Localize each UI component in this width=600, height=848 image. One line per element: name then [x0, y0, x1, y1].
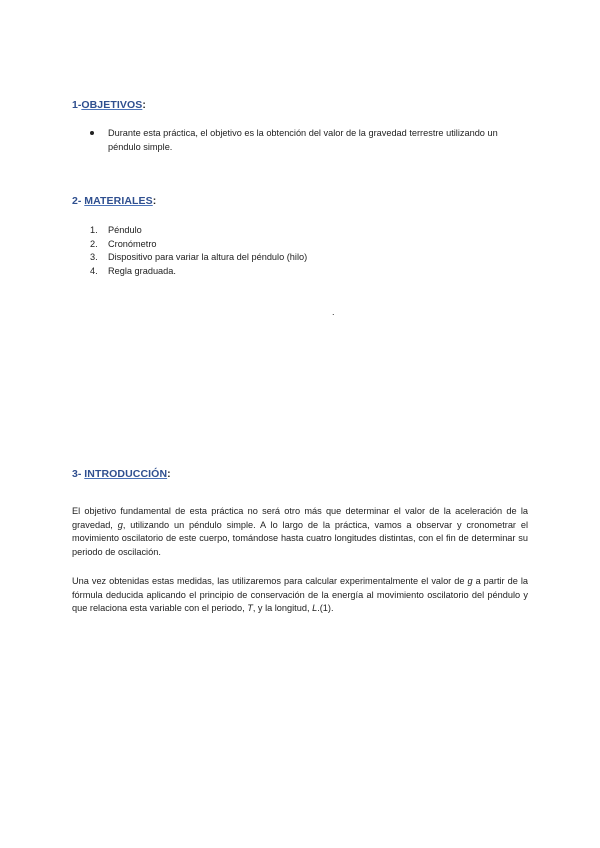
list-item	[90, 251, 307, 265]
material-text: Regla graduada.	[108, 265, 176, 276]
list-item	[90, 224, 307, 238]
text-run: a partir de la fórmula deducida aplicando el principio de conservación de la energía al movimiento oscilatorio del péndulo y que relaciona esta variable con el periodo,	[72, 576, 528, 614]
heading-materiales	[72, 195, 156, 207]
text-run: , utilizando un péndulo simple. A lo largo de la práctica, vamos a observar y cronometrar el movimiento oscilatorio de este cuerpo, tomándose hasta cuatro longitudes distintas, con el fin de determinar su periodo de oscilación.	[72, 519, 529, 557]
heading-colon: :	[152, 195, 157, 207]
heading-colon: :	[167, 468, 171, 480]
objetivos-list	[90, 127, 510, 154]
variable-L: L	[312, 603, 318, 614]
materiales-list	[90, 224, 307, 278]
list-index: 3.	[90, 252, 98, 263]
variable-g: g	[467, 576, 473, 586]
heading-objetivos	[72, 99, 146, 111]
objetivo-text: Durante esta práctica, el objetivo es la obtención del valor de la gravedad terrestre utilizando un péndulo simple.	[108, 128, 498, 152]
list-index: 4.	[90, 265, 98, 276]
heading-colon: :	[142, 99, 146, 111]
text-run: .(1).	[317, 603, 334, 614]
variable-T: T	[247, 603, 253, 614]
bullet-icon	[90, 131, 94, 135]
heading-number: 2-	[72, 195, 85, 207]
heading-title: OBJETIVOS	[81, 99, 143, 111]
list-index: 2.	[90, 238, 98, 249]
list-item	[90, 265, 307, 279]
intro-paragraph-1	[72, 505, 528, 559]
text-run: El objetivo fundamental de esta práctica no será otro más que determinar el valor de la aceleración de la gravedad,	[72, 506, 528, 530]
heading-title: MATERIALES	[84, 195, 153, 207]
text-run: Una vez obtenidas estas medidas, las utilizaremos para calcular experimentalmente el valor de	[72, 576, 468, 586]
material-text: Cronómetro	[108, 238, 157, 249]
heading-introduccion	[72, 468, 171, 480]
stray-mark: .	[332, 307, 335, 317]
heading-number: 3-	[72, 468, 85, 480]
list-item	[90, 238, 307, 252]
material-text: Péndulo	[108, 225, 142, 235]
list-item	[90, 127, 510, 154]
heading-number: 1-	[72, 99, 82, 111]
material-text: Dispositivo para variar la altura del péndulo (hilo)	[108, 252, 308, 263]
intro-paragraph-2	[72, 575, 528, 616]
variable-g: g	[117, 519, 123, 530]
text-run: , y la longitud,	[252, 603, 313, 614]
heading-title: INTRODUCCIÓN	[84, 468, 168, 480]
list-index: 1.	[90, 225, 98, 235]
